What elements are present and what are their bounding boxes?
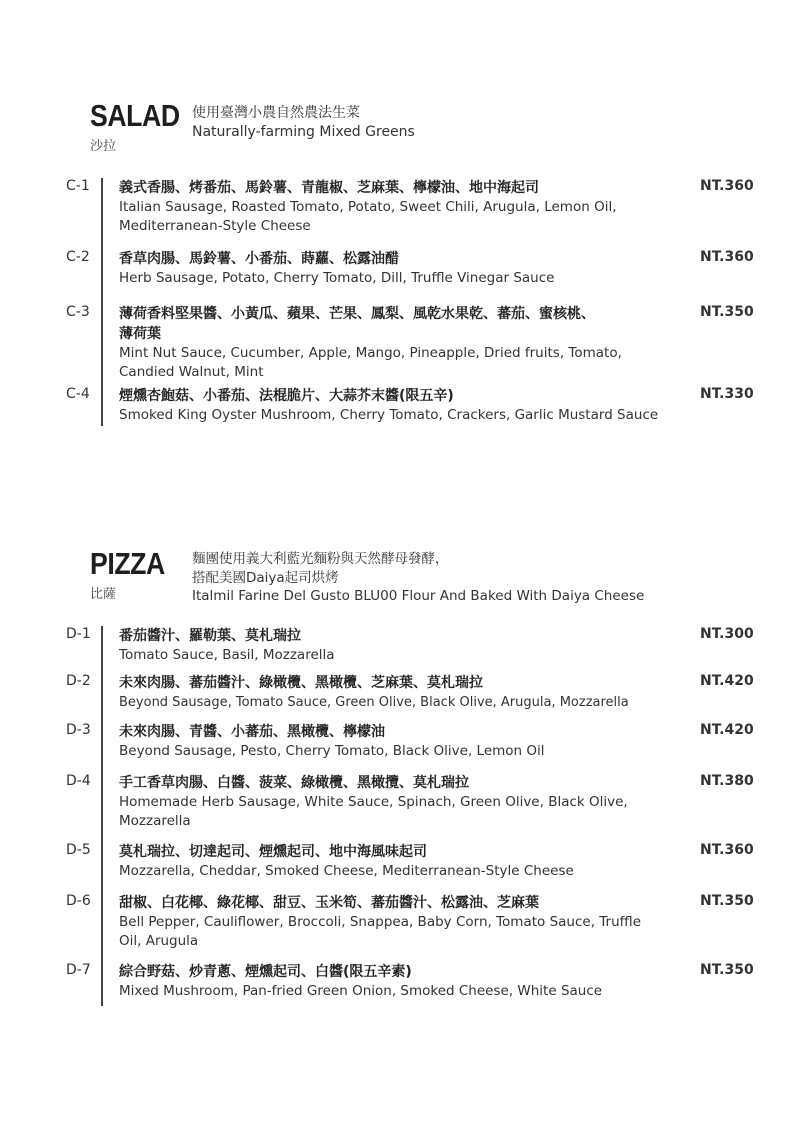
item-text — [119, 249, 699, 288]
item-name-zh: 薄荷香料堅果醬、小黃瓜、蘋果、芒果、鳳梨、風乾水果乾、蕃茄、蜜核桃、薄荷葉 — [119, 306, 595, 342]
item-code: C-4 — [66, 386, 90, 402]
item-text — [119, 722, 699, 761]
item-text — [119, 304, 699, 382]
item-code: D-7 — [66, 962, 91, 978]
section-description-en: Naturally-farming Mixed Greens — [192, 124, 415, 140]
item-price: NT.350 — [700, 893, 754, 909]
item-text — [119, 773, 699, 831]
item-text — [119, 386, 699, 425]
item-name-en: Italian Sausage, Roasted Tomato, Potato, Sweet Chili, Arugula, Lemon Oil, Mediterranean-Style Cheese — [119, 199, 617, 234]
item-price: NT.420 — [700, 722, 754, 738]
item-code: D-5 — [66, 842, 91, 858]
item-name-en: Herb Sausage, Potato, Cherry Tomato, Dill, Truffle Vinegar Sauce — [119, 270, 555, 286]
section-title: PIZZA — [90, 546, 165, 581]
item-price: NT.380 — [700, 773, 754, 789]
item-price: NT.330 — [700, 386, 754, 402]
section-description — [192, 104, 415, 142]
item-name-en: Homemade Herb Sausage, White Sauce, Spinach, Green Olive, Black Olive, Mozzarella — [119, 794, 628, 829]
item-text — [119, 962, 699, 1001]
section-title-zh: 沙拉 — [90, 139, 117, 154]
item-price: NT.420 — [700, 673, 754, 689]
item-code: D-4 — [66, 773, 91, 789]
item-text — [119, 673, 699, 712]
section-description-zh: 搭配美國Daiya起司烘烤 — [192, 569, 339, 586]
item-price: NT.300 — [700, 626, 754, 642]
item-name-en: Smoked King Oyster Mushroom, Cherry Tomato, Crackers, Garlic Mustard Sauce — [119, 407, 659, 423]
item-name-zh: 香草肉腸、馬鈴薯、小番茄、蒔蘿、松露油醋 — [119, 251, 399, 267]
item-name-zh: 煙燻杏鮑菇、小番茄、法棍脆片、大蒜芥末醬(限五辛) — [119, 388, 454, 404]
item-name-en: Beyond Sausage, Pesto, Cherry Tomato, Black Olive, Lemon Oil — [119, 743, 545, 759]
item-code: D-6 — [66, 893, 91, 909]
item-name-zh: 未來肉腸、蕃茄醬汁、綠橄欖、黑橄欖、芝麻葉、莫札瑞拉 — [119, 675, 483, 691]
divider-line — [101, 178, 103, 426]
section-title-zh: 比薩 — [90, 587, 117, 602]
item-name-en: Beyond Sausage, Tomato Sauce, Green Olive, Black Olive, Arugula, Mozzarella — [119, 695, 629, 710]
item-code: D-3 — [66, 722, 91, 738]
item-price: NT.360 — [700, 842, 754, 858]
item-code: C-3 — [66, 304, 90, 320]
item-code: D-1 — [66, 626, 91, 642]
item-name-zh: 甜椒、白花椰、綠花椰、甜豆、玉米筍、蕃茄醬汁、松露油、芝麻葉 — [119, 895, 539, 911]
item-name-zh: 莫札瑞拉、切達起司、煙燻起司、地中海風味起司 — [119, 844, 427, 860]
item-name-en: Bell Pepper, Cauliflower, Broccoli, Snappea, Baby Corn, Tomato Sauce, Truffle Oil, Arugula — [119, 914, 641, 949]
item-name-en: Mozzarella, Cheddar, Smoked Cheese, Mediterranean-Style Cheese — [119, 863, 574, 879]
section-description-en: Italmil Farine Del Gusto BLU00 Flour And Baked With Daiya Cheese — [192, 588, 645, 604]
item-name-zh: 番茄醬汁、羅勒葉、莫札瑞拉 — [119, 628, 301, 644]
item-text — [119, 842, 699, 881]
item-name-zh: 手工香草肉腸、白醬、菠菜、綠橄欖、黑橄攬、莫札瑞拉 — [119, 775, 469, 791]
section-description-zh: 使用臺灣小農自然農法生菜 — [192, 105, 360, 121]
item-price: NT.350 — [700, 962, 754, 978]
item-price: NT.360 — [700, 178, 754, 194]
item-name-en: Tomato Sauce, Basil, Mozzarella — [119, 647, 335, 663]
item-name-zh: 義式香腸、烤番茄、馬鈴薯、青龍椒、芝麻葉、檸檬油、地中海起司 — [119, 180, 539, 196]
item-name-zh: 未來肉腸、青醬、小蕃茄、黑橄欖、檸檬油 — [119, 724, 385, 740]
section-description-zh: 麵團使用義大利藍光麵粉與天然酵母發酵， — [192, 551, 449, 567]
divider-line — [101, 626, 103, 1006]
item-text — [119, 893, 699, 951]
section-title: SALAD — [90, 98, 180, 133]
item-price: NT.360 — [700, 249, 754, 265]
item-name-en: Mixed Mushroom, Pan-fried Green Onion, Smoked Cheese, White Sauce — [119, 983, 603, 999]
item-code: C-2 — [66, 249, 90, 265]
item-text — [119, 626, 699, 665]
item-name-en: Mint Nut Sauce, Cucumber, Apple, Mango, Pineapple, Dried fruits, Tomato, Candied Walnut, Mint — [119, 345, 622, 380]
section-description — [192, 550, 644, 606]
item-code: C-1 — [66, 178, 90, 194]
item-name-zh: 綜合野菇、炒青蔥、煙燻起司、白醬(限五辛素) — [119, 964, 412, 980]
item-price: NT.350 — [700, 304, 754, 320]
item-code: D-2 — [66, 673, 91, 689]
item-text — [119, 178, 699, 236]
